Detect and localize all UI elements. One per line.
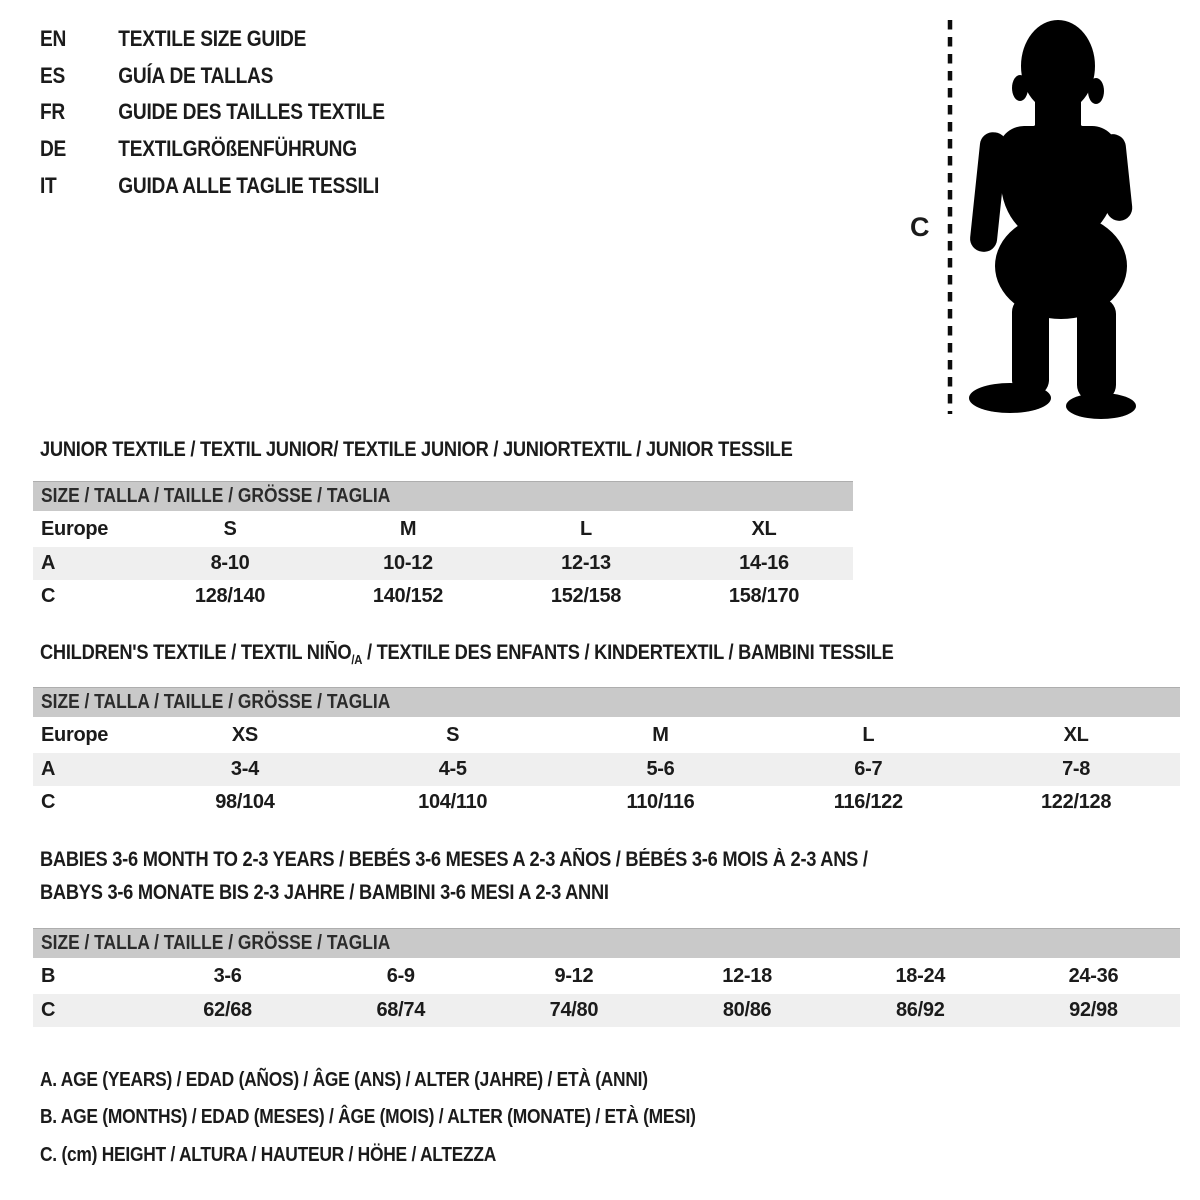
section-title-text: JUNIOR TEXTILE / TEXTIL JUNIOR/ TEXTILE JUNIOR / JUNIORTEXTIL / JUNIOR TESSILE (40, 438, 793, 461)
table-row (33, 994, 1180, 1027)
size-value-cell: L (580, 518, 592, 540)
title-prefix: CHILDREN'S TEXTILE / TEXTIL NIÑO (40, 641, 352, 664)
size-value-cell: 5-6 (646, 758, 675, 780)
size-value-cell: 122/128 (1040, 791, 1112, 813)
language-code: FR (40, 99, 65, 125)
size-table-header-text: SIZE / TALLA / TAILLE / GRÖSSE / TAGLIA (41, 485, 391, 507)
language-row-it (40, 167, 385, 204)
size-value-cell: 92/98 (1069, 999, 1118, 1021)
size-value-cell: 74/80 (549, 999, 599, 1021)
footnotes (40, 1062, 794, 1174)
size-value-cell: 18-24 (895, 965, 946, 987)
size-value-cell: 3-4 (230, 758, 259, 780)
size-value-cell: 152/158 (550, 585, 622, 607)
size-value-cell: 10-12 (383, 552, 433, 574)
size-table-babies (33, 928, 1180, 1027)
row-label-cell: Europe (41, 724, 109, 746)
row-label-cell: A (41, 552, 56, 574)
size-value-cell: 7-8 (1062, 758, 1091, 780)
table-row (33, 753, 1180, 786)
section-title (40, 433, 905, 466)
size-value-cell: XS (231, 724, 258, 746)
size-table-header-text: SIZE / TALLA / TAILLE / GRÖSSE / TAGLIA (41, 691, 391, 713)
language-row-es (40, 58, 385, 95)
size-value-cell: 12-13 (561, 552, 611, 574)
size-value-cell: S (446, 724, 460, 746)
size-value-cell: 4-5 (438, 758, 467, 780)
table-row (33, 718, 1180, 753)
row-label-cell: C (41, 791, 56, 813)
size-value-cell: 6-9 (386, 965, 415, 987)
size-table-body (33, 718, 1180, 819)
language-row-en (40, 21, 385, 58)
language-code: DE (40, 136, 67, 162)
size-table-children (33, 687, 1180, 819)
table-row (33, 512, 853, 547)
table-row (33, 580, 853, 613)
height-measure-label: C (910, 212, 930, 242)
size-value-cell: XL (1063, 724, 1089, 746)
size-table-body (33, 512, 853, 613)
size-value-cell: S (223, 518, 237, 540)
size-value-cell: M (652, 724, 669, 746)
size-value-cell: XL (751, 518, 777, 540)
size-value-cell: L (862, 724, 875, 746)
size-value-cell: 98/104 (215, 791, 275, 813)
section-title (40, 843, 991, 909)
size-value-cell: 12-18 (722, 965, 772, 987)
language-row-de (40, 131, 385, 168)
size-table-body (33, 959, 1180, 1027)
table-row (33, 547, 853, 580)
row-label-cell: B (41, 965, 56, 987)
language-code: IT (40, 172, 57, 198)
size-value-cell: M (399, 518, 417, 540)
footnote-b: B. AGE (MONTHS) / EDAD (MESES) / ÂGE (MOIS) / ALTER (MONATE) / ETÀ (MESI) (40, 1106, 696, 1129)
size-value-cell: 128/140 (194, 585, 266, 607)
size-value-cell: 9-12 (554, 965, 594, 987)
section-title (40, 636, 1021, 676)
table-row (33, 959, 1180, 994)
row-label-cell: C (41, 585, 56, 607)
section-title-line1: BABIES 3-6 MONTH TO 2-3 YEARS / BEBÉS 3-6 MESES A 2-3 AÑOS / BÉBÉS 3-6 MOIS À 2-3 ANS / (40, 848, 868, 871)
language-code: EN (40, 26, 67, 52)
size-table-header (33, 687, 1180, 717)
size-value-cell: 8-10 (210, 552, 250, 574)
guide-title-fr: GUIDE DES TAILLES TEXTILE (118, 99, 385, 125)
language-row-fr (40, 94, 385, 131)
guide-title-en: TEXTILE SIZE GUIDE (118, 26, 307, 52)
size-value-cell: 86/92 (895, 999, 945, 1021)
guide-title-it: GUIDA ALLE TAGLIE TESSILI (118, 172, 380, 198)
size-value-cell: 3-6 (213, 965, 242, 987)
row-label-cell: C (41, 999, 56, 1021)
size-value-cell: 80/86 (722, 999, 772, 1021)
size-value-cell: 104/110 (418, 791, 488, 813)
language-code: ES (40, 62, 66, 88)
language-legend (40, 21, 436, 204)
footnote-a: A. AGE (YEARS) / EDAD (AÑOS) / ÂGE (ANS) / ALTER (JAHRE) / ETÀ (ANNI) (40, 1069, 648, 1091)
title-subscript: /A (351, 652, 363, 668)
guide-title-es: GUÍA DE TALLAS (118, 62, 274, 88)
row-label-cell: A (41, 758, 56, 780)
toddler-silhouette (940, 14, 1145, 420)
toddler-body (969, 20, 1136, 419)
size-value-cell: 24-36 (1068, 965, 1119, 987)
row-label-cell: Europe (41, 518, 109, 540)
size-value-cell: 62/68 (203, 999, 252, 1021)
title-suffix: / TEXTILE DES ENFANTS / KINDERTEXTIL / BAMBINI TESSILE (362, 641, 894, 664)
size-table-header (33, 481, 853, 511)
size-value-cell: 140/152 (372, 585, 444, 607)
size-table-junior (33, 481, 853, 613)
size-value-cell: 14-16 (739, 552, 789, 574)
size-value-cell: 68/74 (376, 999, 426, 1021)
table-row (33, 786, 1180, 819)
guide-title-de: TEXTILGRÖßENFÜHRUNG (118, 136, 357, 162)
size-value-cell: 6-7 (854, 758, 883, 780)
section-title-text (40, 636, 894, 676)
size-value-cell: 116/122 (833, 791, 903, 813)
footnote-c: C. (cm) HEIGHT / ALTURA / HAUTEUR / HÖHE / ALTEZZA (40, 1143, 497, 1166)
size-value-cell: 110/116 (626, 791, 695, 813)
size-value-cell: 158/170 (728, 585, 800, 607)
size-table-header (33, 928, 1180, 958)
size-table-header-text: SIZE / TALLA / TAILLE / GRÖSSE / TAGLIA (41, 932, 391, 954)
section-title-line2: BABYS 3-6 MONATE BIS 2-3 JAHRE / BAMBINI 3-6 MESI A 2-3 ANNI (40, 881, 609, 904)
